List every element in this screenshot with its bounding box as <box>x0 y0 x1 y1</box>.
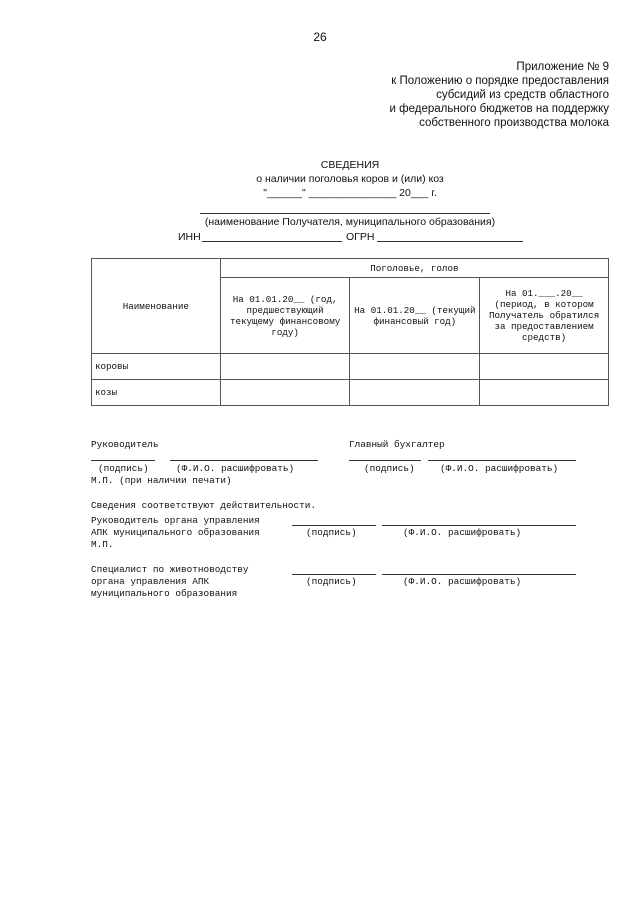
appendix-header <box>269 60 609 130</box>
head-signature-caption: (подпись) <box>98 463 149 474</box>
agency-head-name-caption: (Ф.И.О. расшифровать) <box>403 527 522 538</box>
recipient-caption: (наименование Получателя, муниципального образования) <box>204 216 496 228</box>
table-header-current-year: На 01.01.20__ (текущий финансовый год) <box>350 278 480 354</box>
appendix-line: к Положению о порядке предоставления <box>391 75 609 87</box>
accountant-signature-line <box>349 460 421 461</box>
table-cell[interactable] <box>480 354 609 380</box>
confirm-text: Сведения соответствуют действительности. <box>91 500 317 511</box>
inn-label: ИНН <box>178 231 201 243</box>
date-line: "______" _______________ 20___ г. <box>263 187 437 199</box>
inn-field-line <box>202 241 342 242</box>
appendix-line: Приложение № 9 <box>516 61 609 73</box>
row-name-goats: козы <box>92 380 221 406</box>
table-cell[interactable] <box>350 380 480 406</box>
agency-head-name-line <box>382 525 576 526</box>
title-heading: СВЕДЕНИЯ <box>320 159 380 171</box>
appendix-line: собственного производства молока <box>419 117 609 129</box>
head-name-caption: (Ф.И.О. расшифровать) <box>176 463 295 474</box>
chief-accountant-label: Главный бухгалтер <box>349 439 445 450</box>
specialist-label-line1: Специалист по животноводству <box>91 564 249 575</box>
ogrn-label: ОГРН <box>346 231 375 243</box>
table-header-name: Наименование <box>92 259 221 354</box>
specialist-signature-caption: (подпись) <box>306 576 357 587</box>
row-name-cows: коровы <box>92 354 221 380</box>
agency-head-label-line2: АПК муниципального образования <box>91 527 260 538</box>
specialist-signature-line <box>292 574 376 575</box>
table-cell[interactable] <box>220 354 350 380</box>
recipient-name-line <box>200 213 490 214</box>
appendix-line: субсидий из средств областного <box>436 89 609 101</box>
table-header-livestock: Поголовье, голов <box>220 259 608 278</box>
table-cell[interactable] <box>480 380 609 406</box>
specialist-label-line2: органа управления АПК <box>91 576 210 587</box>
document-title <box>0 158 640 200</box>
accountant-name-line <box>428 460 576 461</box>
specialist-label-line3: муниципального образования <box>91 588 238 599</box>
table-cell[interactable] <box>220 380 350 406</box>
stamp-note: М.П. (при наличии печати) <box>91 475 232 486</box>
appendix-line: и федерального бюджетов на поддержку <box>389 103 609 115</box>
specialist-name-caption: (Ф.И.О. расшифровать) <box>403 576 522 587</box>
table-row <box>92 380 609 406</box>
head-signature-line <box>91 460 155 461</box>
page-number: 26 <box>313 30 327 44</box>
livestock-table <box>91 258 609 406</box>
agency-stamp-mark: М.П. <box>91 539 114 550</box>
agency-head-signature-line <box>292 525 376 526</box>
head-label: Руководитель <box>91 439 159 450</box>
table-row <box>92 354 609 380</box>
table-header-application-period: На 01.___.20__ (период, в котором Получатель обратился за предоставлением средств) <box>480 278 609 354</box>
ogrn-field-line <box>377 241 523 242</box>
agency-head-label-line1: Руководитель органа управления <box>91 515 260 526</box>
table-cell[interactable] <box>350 354 480 380</box>
accountant-name-caption: (Ф.И.О. расшифровать) <box>440 463 559 474</box>
agency-head-signature-caption: (подпись) <box>306 527 357 538</box>
title-subheading: о наличии поголовья коров и (или) коз <box>256 173 444 185</box>
accountant-signature-caption: (подпись) <box>364 463 415 474</box>
specialist-name-line <box>382 574 576 575</box>
table-header-prev-year: На 01.01.20__ (год, предшествующий текущему финансовому году) <box>220 278 350 354</box>
head-name-line <box>170 460 318 461</box>
